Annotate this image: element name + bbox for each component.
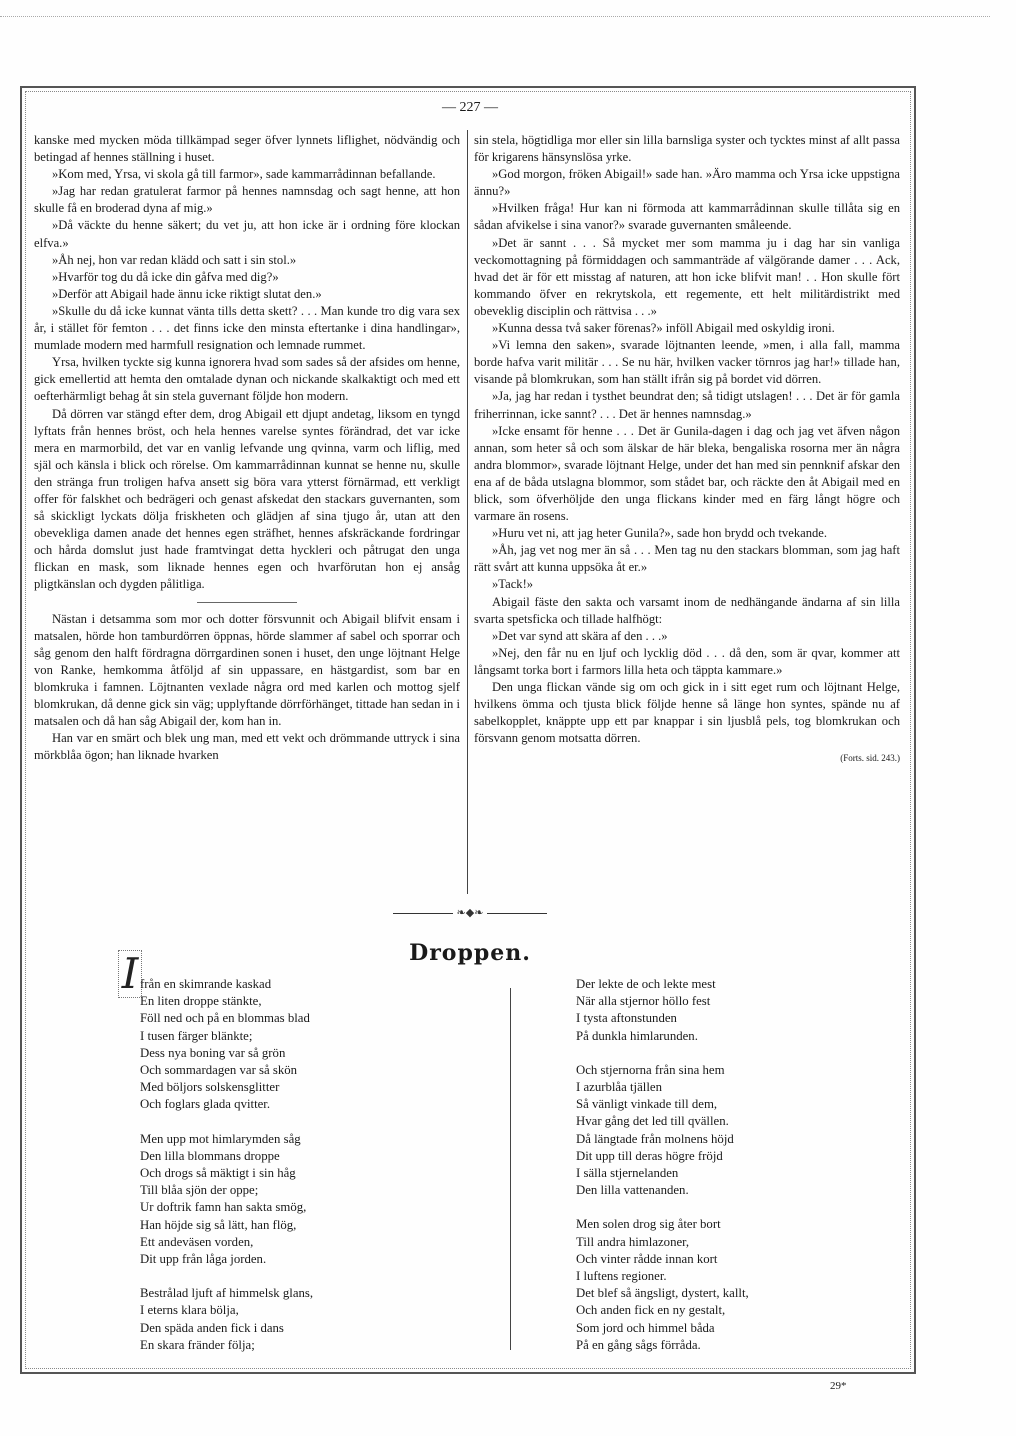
paragraph: »Då väckte du henne säkert; du vet ju, att hon icke är i ordning före klockan elfva.» <box>34 218 460 250</box>
poem-stanza <box>140 1285 460 1354</box>
poem-column-right <box>576 976 896 1371</box>
poem-stanza <box>576 1062 896 1200</box>
poem-line: Till blåa sjön der oppe; <box>140 1183 259 1198</box>
poem-line: Då längtade från molnens höjd <box>576 1131 734 1146</box>
poem-line: från en skimrande kaskad <box>140 977 272 991</box>
poem-line: Den späda anden fick i dans <box>140 1320 284 1335</box>
paragraph: »Kunna dessa två saker förenas?» inföll Abigail med oskyldig ironi. <box>492 321 835 336</box>
ornament-glyph-icon: ❧◆❧ <box>456 906 484 919</box>
poem-line: I tysta aftonstunden <box>576 1011 677 1026</box>
ornament-divider <box>380 906 560 918</box>
paragraph: kanske med mycken möda tillkämpad seger öfver lynnets liflighet, nödvändig och betingad af hennes ställning i huset. <box>34 133 460 165</box>
poem-line: Ett andeväsen vorden, <box>140 1234 254 1249</box>
ornament-line <box>393 913 453 914</box>
paragraph: Nästan i detsamma som mor och dotter försvunnit och Abigail blifvit ensam i matsalen, hörde hon tamburdörren öppnas, hörde slammer af sabel och sporrar och såg genom den halft fördragna dörrgardinen sonen i huset, den unge löjtnant Helge von Ranke, hemkomma åtföljd af sin uppassare, en hästgardist, som bar en blomkruka i famnen. Löjtnanten vexlade några ord med karlen och mottog sjelf blomkrukan, då denne gick sin väg; upplyftande dörrförhänget, tittade han sedan in i matsalen och då han såg Abigail der, kom han in. <box>34 611 460 729</box>
poem-line: Den lilla blommans droppe <box>140 1148 280 1163</box>
section-separator <box>197 602 297 603</box>
story-column-left <box>34 132 460 764</box>
poem-line: Och drogs så mäktigt i sin håg <box>140 1166 296 1181</box>
paragraph: Den unga flickan vände sig om och gick in i sitt eget rum och löjtnant Helge, hvilkens ömma och tjusta blick följde henne så länge hon syntes, spände nu af sabelkopplet, knäppte upp ett par knappar i sin ljusblå pels, tog blomkrukan och försvann genom motsatta dörren. <box>474 680 900 746</box>
poem-line: Bestrålad ljuft af himmelsk glans, <box>140 1286 314 1301</box>
paragraph: Han var en smärt och blek ung man, med ett vekt och drömmande uttryck i sina mörkblåa ögon; han liknade hvarken <box>34 731 460 763</box>
continuation-note: (Forts. sid. 243.) <box>840 753 900 764</box>
poem-line: Och foglars glada qvitter. <box>140 1097 271 1112</box>
paragraph: sin stela, högtidliga mor eller sin lilla barnsliga syster och tycktes minst af allt passa för krigarens hänsynslösa yrke. <box>474 133 900 165</box>
page-number: — 227 — <box>442 100 498 115</box>
poem-line: Han höjde sig så lätt, han flög, <box>140 1217 297 1232</box>
sheet-signature-number: 29* <box>830 1380 847 1392</box>
poem-line: Den lilla vattenanden. <box>576 1183 689 1198</box>
poem-line: Och stjernorna från sina hem <box>576 1062 725 1077</box>
paragraph: »Ja, jag har redan i tysthet beundrat den; så tidigt utslagen! . . . Det är för gamla friherrinnan, icke sannt? . . . Det är hennes namnsdag.» <box>474 389 900 421</box>
paragraph: »Kom med, Yrsa, vi skola gå till farmor», sade kammarrådinnan befallande. <box>52 167 436 182</box>
paragraph: »Hvilken fråga! Hur kan ni förmoda att kammarrådinnan skulle tillåta sig en sådan afvikelse i sina vanor?» svarade guvernanten småleende. <box>474 201 900 233</box>
poem-line: Dit upp till deras högre fröjd <box>576 1148 723 1163</box>
poem-line: En liten droppe stänkte, <box>140 994 262 1009</box>
column-divider <box>467 130 468 894</box>
poem-line: Och sommardagen var så skön <box>140 1063 298 1078</box>
poem-column-left <box>140 976 460 1371</box>
paragraph: Yrsa, hvilken tyckte sig kunna ignorera hvad som sades så der afsides om henne, gick emellertid att hemta den omtalade dynan och nickande skalkaktigt och med ett oefterhärmligt behag åt sin stela guvernant följde hon modern. <box>34 355 460 404</box>
poem-line: Och vinter rådde innan kort <box>576 1251 718 1266</box>
poem-line: I luftens regioner. <box>576 1269 667 1284</box>
poem-line: Dit upp från låga jorden. <box>140 1252 267 1267</box>
poem-stanza <box>140 976 460 1114</box>
poem-line: I tusen färger blänkte; <box>140 1028 253 1043</box>
paragraph: Då dörren var stängd efter dem, drog Abigail ett djupt andetag, liksom en tyngd lyftats från hennes bröst, och hela hennes varelse syntes förändrad, det var icke mera en marmorbild, det var en vanlig lefvande ung qvinna, varm och liflig, med själ och känsla i blick och rörelse. Om kammarrådinnan kunnat se henne nu, skulle den stränga frun troligen hafva ansett sig böra vara ytterst förnärmad, ett verkligt offer för falskhet och bedrägeri och genast afskedat den stackars guvernanten, som så skickligt lyckats dölja friskheten och glädjen af sina tjugo år, utan att den obevekliga damen anade det hennes egen sträfhet, hennes afskräckande fordringar och hårda domslut just hade framtvingat detta hyckleri och påtrugat den unga flickan en mask, som liknade hennes egen och hvarförutan hon ej ansåg pligtkänslan och dygden pålitliga. <box>34 406 460 592</box>
paragraph: »Tack!» <box>492 577 534 592</box>
paragraph: »Vi lemna den saken», svarade löjtnanten leende, »men, i alla fall, mamma borde hafva varit militär . . . Se nu här, hvilken vacker törnros jag har!» tillade han, visande på blomkrukan, som han ställt ifrån sig på bordet vid dörren. <box>474 338 900 387</box>
poem-column-divider <box>510 988 511 1350</box>
poem-line: Men upp mot himlarymden såg <box>140 1131 301 1146</box>
paragraph: »Åh nej, hon var redan klädd och satt i sin stol.» <box>52 252 297 267</box>
poem-line: I azurblåa tjällen <box>576 1080 662 1095</box>
top-dotted-rule <box>0 16 990 17</box>
paragraph: »Icke ensamt för henne . . . Det är Gunila-dagen i dag och jag vet äfven någon annan, som heter så och som älskar de här bleka, bengaliska rosorna mer än några andra blommor», svarade löjtnant Helge, under det han med sin pennknif afskar den ena af de båda utslagna blommor, som stådet bar, och räckte den åt Abigail med en blick, som öfverhöljde den unga flickans kinder med en färg långt högre och varmare än rosens. <box>474 423 900 524</box>
paragraph: Abigail fäste den sakta och varsamt inom de nedhängande ändarna af sin lilla svarta spetsficka och tillade halfhögt: <box>474 594 900 626</box>
poem-line: Hvar gång det led till qvällen. <box>576 1114 729 1129</box>
story-column-right <box>474 132 900 767</box>
paragraph: »Det var synd att skära af den . . .» <box>492 628 668 643</box>
poem-line: Till andra himlazoner, <box>576 1234 690 1249</box>
poem-line: När alla stjernor höllo fest <box>576 994 711 1009</box>
poem-line: Så vänligt vinkade till dem, <box>576 1097 718 1112</box>
poem-stanza <box>140 1131 460 1269</box>
poem-line: I sälla stjernelanden <box>576 1166 679 1181</box>
poem-line: Der lekte de och lekte mest <box>576 977 716 991</box>
poem-line: Men solen drog sig åter bort <box>576 1217 721 1232</box>
paragraph: »God morgon, fröken Abigail!» sade han. »Äro mamma och Yrsa icke uppstigna ännu?» <box>474 167 900 199</box>
poem-line: Dess nya boning var så grön <box>140 1045 286 1060</box>
poem-line: En skara fränder följa; <box>140 1337 255 1352</box>
poem-line: Ur doftrik famn han sakta smög, <box>140 1200 307 1215</box>
poem-line: Och anden fick en ny gestalt, <box>576 1303 726 1318</box>
paragraph: »Åh, jag vet nog mer än så . . . Men tag nu den stackars blomman, som jag haft rätt svårt att kunna uppsöka åt er.» <box>474 543 900 575</box>
poem-line: På en gång sågs förråda. <box>576 1337 701 1352</box>
poem-line: Med böljors solskensglitter <box>140 1080 280 1095</box>
poem-line: Det blef så ängsligt, dystert, kallt, <box>576 1286 749 1301</box>
poem-line: Som jord och himmel båda <box>576 1320 715 1335</box>
ornament-line <box>487 913 547 914</box>
paragraph: »Hvarför tog du då icke din gåfva med dig?» <box>52 269 279 284</box>
poem-stanza <box>576 1216 896 1354</box>
dropcap-initial: I <box>118 950 142 998</box>
poem-title: Droppen. <box>409 940 531 966</box>
paragraph: »Skulle du då icke kunnat vänta tills detta skett? . . . Man kunde tro dig vara sex år, i stället för femton . . . det finns icke den minsta eftertanke i dina handlingar», mumlade modern med harmfull resignation och lemnade rummet. <box>34 303 460 353</box>
paragraph: »Huru vet ni, att jag heter Gunila?», sade hon brydd och tvekande. <box>492 526 828 541</box>
paragraph: »Jag har redan gratulerat farmor på hennes namnsdag och sagt henne, att hon skulle få en broderad dyna af mig.» <box>34 184 460 216</box>
poem-line: I eterns klara bölja, <box>140 1303 239 1318</box>
poem-line: På dunkla himlarunden. <box>576 1028 698 1043</box>
paragraph: »Det är sannt . . . Så mycket mer som mamma ju i dag har sin vanliga veckomottagning på förmiddagen och sammanträde af välgörande damer . . . Ack, hvad det är för ett misstag af naturen, att hon icke blifvit man! . . Hon skulle fört kommando öfver en rekrytskola, ett regemente, ett helt militärdistrikt med obeveklig disciplin och rättvisa . . .» <box>474 235 900 318</box>
poem-stanza <box>576 976 896 1045</box>
paragraph: »Derför att Abigail hade ännu icke riktigt slutat den.» <box>52 286 322 301</box>
poem-line: Föll ned och på en blommas blad <box>140 1011 310 1026</box>
paragraph: »Nej, den får nu en ljuf och lycklig död . . . då den, som är qvar, kommer att långsamt torka bort i farmors lilla heta och täppta kammare.» <box>474 645 900 677</box>
